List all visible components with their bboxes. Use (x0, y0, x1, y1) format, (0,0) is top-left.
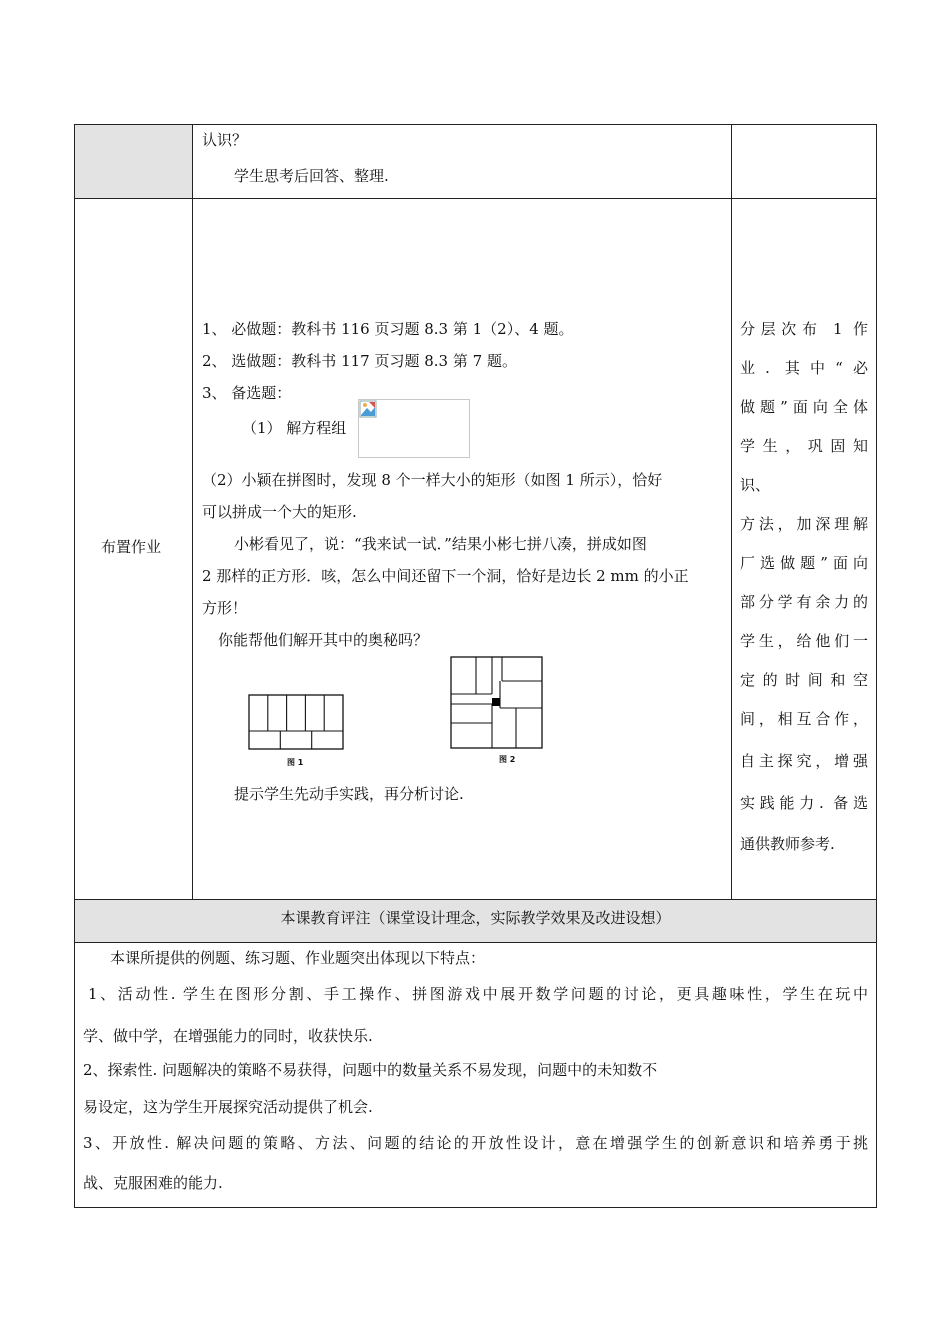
table-border-left (74, 124, 75, 1208)
homework-para2-line2: 2 那样的正方形．咳，怎么中间还留下一个洞，恰好是边长 2 mm 的小正 (202, 567, 689, 585)
notes-line-5: 识、 (740, 476, 771, 494)
table-border-header-bottom (74, 942, 877, 943)
table-divider-left (192, 124, 193, 900)
table-border-row2-bottom (74, 899, 877, 900)
notes-line-9: 学生，给他们一 (740, 632, 868, 650)
evaluation-line-2: 1、活动性. 学生在图形分割、手工操作、拼图游戏中展开数学问题的讨论，更具趣味性，学生在玩中 (88, 985, 868, 1003)
notes-line-3: 做题”面向全体 (740, 398, 868, 416)
homework-sub2-line1: （2）小颖在拼图时，发现 8 个一样大小的矩形（如图 1 所示），恰好 (202, 471, 663, 489)
notes-line-14: 通供教师参考. (740, 835, 835, 853)
notes-line-13: 实践能力. 备选 (740, 794, 868, 812)
broken-image-icon (359, 400, 377, 418)
evaluation-header: 本课教育评注（课堂设计理念，实际教学效果及改进设想） (280, 909, 671, 927)
homework-sub1: （1） 解方程组 (242, 419, 347, 437)
row1-line2: 学生思考后回答、整理. (234, 167, 389, 185)
notes-line-7: 厂选做题”面向 (740, 554, 868, 572)
notes-line-6: 方法，加深理解 (740, 515, 868, 533)
evaluation-line-4: 2、探索性. 问题解决的策略不易获得，问题中的数量关系不易发现，问题中的未知数不 (83, 1061, 658, 1079)
homework-item-3: 3、 备选题： (202, 384, 292, 402)
notes-line-8: 部分学有余力的 (740, 593, 868, 611)
evaluation-line-6: 3、开放性. 解决问题的策略、方法、问题的结论的开放性设计，意在增强学生的创新意识和培养勇于挑 (83, 1134, 868, 1152)
row1-label-cell (75, 125, 192, 199)
row1-line1: 认识？ (202, 131, 248, 149)
evaluation-line-7: 战、克服困难的能力. (83, 1174, 223, 1192)
notes-line-2: 业. 其中“必 (740, 359, 868, 377)
homework-para2-line3: 方形！ (202, 599, 248, 617)
table-divider-right (731, 124, 732, 900)
notes-line-12: 自主探究，增强 (740, 752, 868, 770)
table-border-top (74, 124, 877, 125)
figure-1-caption: 图 1 (287, 758, 304, 767)
homework-label: 布置作业 (101, 538, 162, 556)
notes-line-1: 分层次布 1 作 (740, 320, 868, 338)
table-border-right (876, 124, 877, 1208)
homework-hint: 提示学生先动手实践，再分析讨论. (234, 785, 464, 803)
figure-1-rectangle-puzzle (248, 694, 345, 751)
homework-sub2-line2: 可以拼成一个大的矩形. (202, 503, 357, 521)
homework-para2-line1: 小彬看见了，说：“我来试一试．”结果小彬七拼八凑，拼成如图 (234, 535, 647, 553)
evaluation-line-5: 易设定，这为学生开展探究活动提供了机会. (83, 1098, 373, 1116)
notes-line-10: 定的时间和空 (740, 671, 868, 689)
homework-item-1: 1、 必做题：教科书 116 页习题 8.3 第 1（2）、4 题。 (202, 320, 574, 338)
notes-line-11: 间，相互合作， (740, 710, 868, 728)
figure-2-square-puzzle (450, 656, 544, 750)
table-border-row1-bottom (74, 198, 877, 199)
evaluation-line-3: 学、做中学，在增强能力的同时，收获快乐. (83, 1027, 373, 1045)
notes-line-4: 学生，巩固知 (740, 437, 868, 455)
table-border-bottom (74, 1207, 877, 1208)
homework-question: 你能帮他们解开其中的奥秘吗？ (218, 631, 429, 649)
homework-item-2: 2、 选做题：教科书 117 页习题 8.3 第 7 题。 (202, 352, 517, 370)
evaluation-line-1: 本课所提供的例题、练习题、作业题突出体现以下特点： (110, 949, 486, 967)
figure-2-caption: 图 2 (499, 755, 516, 764)
